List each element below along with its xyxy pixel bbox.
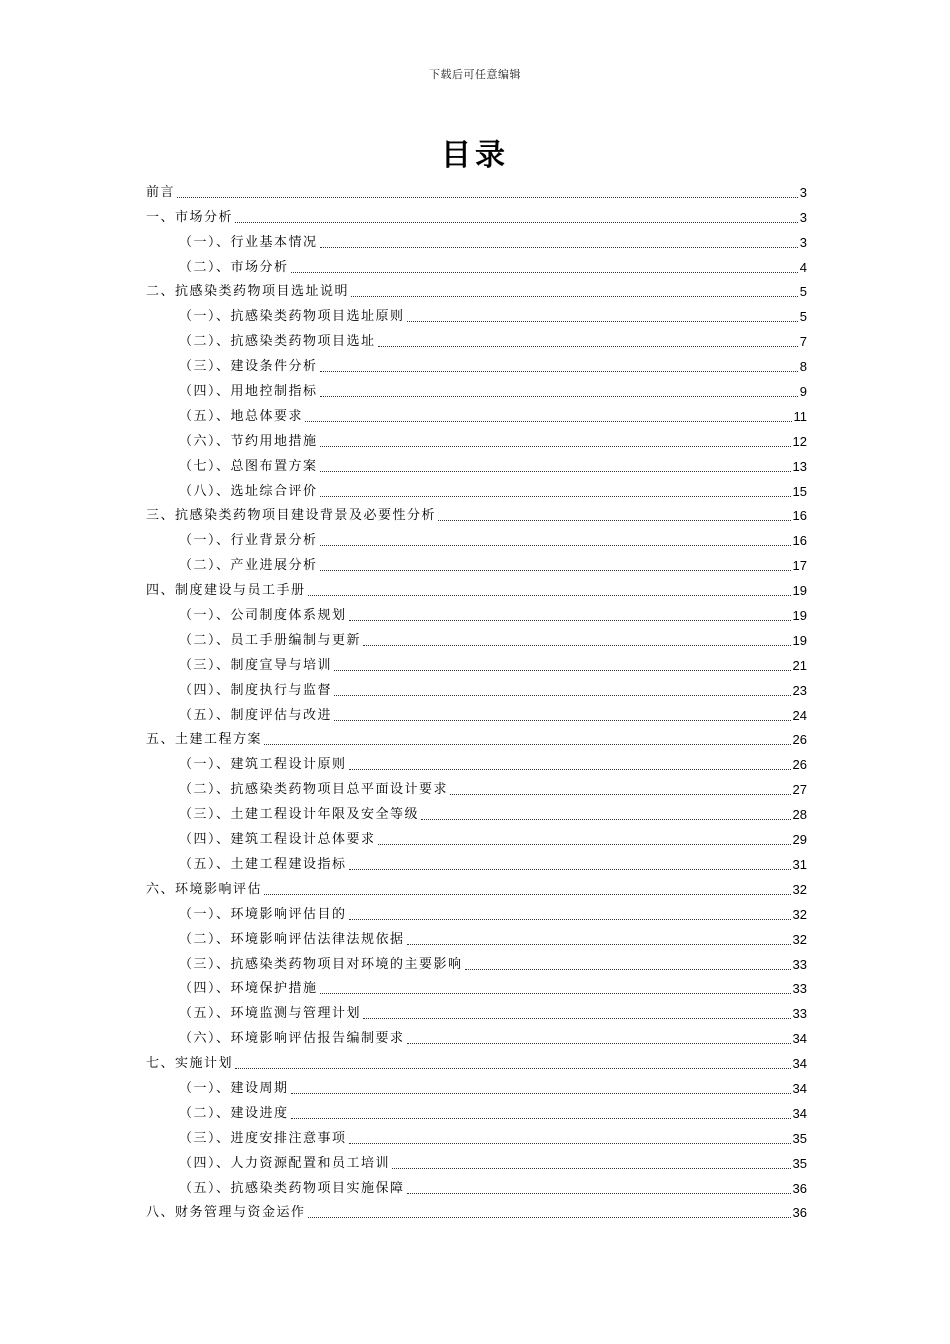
toc-entry[interactable] [146,1197,807,1222]
toc-entry-label: （三）、抗感染类药物项目对环境的主要影响 [179,956,463,972]
toc-entry[interactable] [146,251,807,276]
toc-entry-label: （二）、产业进展分析 [179,558,318,574]
toc-entry[interactable] [146,400,807,425]
toc-entry-label: 八、财务管理与资金运作 [146,1205,306,1221]
toc-entry-page-number: 3 [799,209,807,225]
toc-dot-leader [320,396,798,397]
toc-entry-label: 二、抗感染类药物项目选址说明 [146,284,350,300]
toc-entry-page-number: 15 [792,483,807,499]
toc-entry-label: （四）、环境保护措施 [179,981,318,997]
toc-dot-leader [363,1018,791,1019]
toc-entry[interactable] [146,773,807,798]
toc-entry-page-number: 3 [799,234,807,250]
toc-entry-page-number: 35 [792,1155,807,1171]
toc-dot-leader [264,894,791,895]
toc-entry-page-number: 35 [792,1130,807,1146]
toc-entry-page-number: 32 [792,931,807,947]
toc-dot-leader [320,993,791,994]
toc-entry-label: （五）、土建工程建设指标 [179,856,347,872]
toc-entry-page-number: 4 [799,259,807,275]
toc-entry-label: （四）、用地控制指标 [179,384,318,400]
toc-entry[interactable] [146,823,807,848]
toc-dot-leader [320,247,798,248]
toc-entry-page-number: 19 [792,608,807,624]
toc-entry-page-number: 34 [792,1031,807,1047]
toc-dot-leader [407,1193,791,1194]
toc-dot-leader [308,595,791,596]
toc-dot-leader [308,1217,791,1218]
toc-entry[interactable] [146,176,807,201]
toc-entry-label: （五）、制度评估与改进 [179,707,333,723]
toc-entry-page-number: 8 [799,359,807,375]
toc-entry[interactable] [146,450,807,475]
toc-entry[interactable] [146,276,807,301]
toc-dot-leader [320,371,798,372]
toc-entry[interactable] [146,948,807,973]
toc-dot-leader [320,570,791,571]
toc-dot-leader [438,520,791,521]
toc-dot-leader [334,720,791,721]
toc-entry-page-number: 7 [799,334,807,350]
toc-entry[interactable] [146,500,807,525]
toc-entry-label: （一）、行业背景分析 [179,533,318,549]
toc-entry-page-number: 26 [792,732,807,748]
toc-entry-page-number: 27 [792,782,807,798]
toc-entry[interactable] [146,1172,807,1197]
toc-entry[interactable] [146,226,807,251]
toc-entry[interactable] [146,1122,807,1147]
toc-entry[interactable] [146,873,807,898]
toc-entry-label: （二）、员工手册编制与更新 [179,632,362,648]
toc-entry-label: 三、抗感染类药物项目建设背景及必要性分析 [146,508,437,524]
toc-dot-leader [235,1068,791,1069]
toc-entry-label: 五、土建工程方案 [146,732,263,748]
toc-dot-leader [349,620,791,621]
toc-entry[interactable] [146,674,807,699]
toc-entry-label: （六）、节约用地措施 [179,433,318,449]
toc-entry-page-number: 33 [792,1006,807,1022]
toc-dot-leader [407,944,791,945]
toc-entry-label: （一）、公司制度体系规划 [179,608,347,624]
toc-dot-leader [407,321,798,322]
toc-entry-label: （一）、建设周期 [179,1080,289,1096]
toc-entry[interactable] [146,425,807,450]
toc-entry[interactable] [146,624,807,649]
toc-entry-page-number: 34 [792,1105,807,1121]
toc-entry-page-number: 32 [792,881,807,897]
toc-entry-label: （一）、抗感染类药物项目选址原则 [179,309,405,325]
toc-entry[interactable] [146,325,807,350]
toc-entry-label: （五）、抗感染类药物项目实施保障 [179,1180,405,1196]
toc-entry[interactable] [146,798,807,823]
toc-entry[interactable] [146,1047,807,1072]
toc-entry[interactable] [146,1097,807,1122]
toc-entry[interactable] [146,574,807,599]
toc-entry-label: （四）、人力资源配置和员工培训 [179,1155,391,1171]
toc-entry[interactable] [146,1147,807,1172]
toc-entry[interactable] [146,375,807,400]
toc-entry-page-number: 5 [799,284,807,300]
toc-entry-page-number: 28 [792,807,807,823]
toc-entry-page-number: 33 [792,981,807,997]
toc-entry[interactable] [146,599,807,624]
toc-entry-label: （五）、环境监测与管理计划 [179,1006,362,1022]
toc-entry-page-number: 31 [792,856,807,872]
toc-entry[interactable] [146,350,807,375]
toc-dot-leader [378,844,791,845]
toc-dot-leader [421,819,791,820]
toc-entry-page-number: 12 [792,433,807,449]
toc-entry-label: （二）、市场分析 [179,259,289,275]
toc-entry[interactable] [146,475,807,500]
toc-entry-label: （七）、总图布置方案 [179,458,318,474]
toc-entry-label: （一）、行业基本情况 [179,234,318,250]
toc-entry-page-number: 11 [793,408,807,424]
toc-entry-page-number: 36 [792,1205,807,1221]
toc-entry-page-number: 21 [792,657,807,673]
toc-entry-label: （一）、建筑工程设计原则 [179,757,347,773]
toc-dot-leader [320,545,791,546]
toc-entry-page-number: 16 [792,508,807,524]
toc-dot-leader [320,471,791,472]
toc-entry[interactable] [146,201,807,226]
toc-entry-page-number: 32 [792,906,807,922]
toc-entry-label: （三）、土建工程设计年限及安全等级 [179,807,420,823]
toc-entry-page-number: 17 [792,558,807,574]
toc-dot-leader [349,1143,791,1144]
toc-entry-page-number: 23 [792,682,807,698]
toc-entry[interactable] [146,524,807,549]
toc-dot-leader [291,1093,791,1094]
toc-dot-leader [291,1118,791,1119]
toc-entry-label: （六）、环境影响评估报告编制要求 [179,1031,405,1047]
toc-entry-page-number: 19 [792,632,807,648]
toc-entry-page-number: 13 [792,458,807,474]
toc-entry[interactable] [146,898,807,923]
toc-entry[interactable] [146,997,807,1022]
toc-dot-leader [320,446,791,447]
toc-entry[interactable] [146,300,807,325]
toc-entry[interactable] [146,848,807,873]
toc-dot-leader [291,272,798,273]
toc-dot-leader [349,769,791,770]
toc-entry-label: （四）、制度执行与监督 [179,682,333,698]
toc-entry-label: （四）、建筑工程设计总体要求 [179,832,376,848]
toc-entry-label: 四、制度建设与员工手册 [146,583,306,599]
toc-dot-leader [349,869,791,870]
toc-entry-page-number: 34 [792,1056,807,1072]
toc-entry-page-number: 9 [799,384,807,400]
toc-dot-leader [320,496,791,497]
toc-dot-leader [264,744,791,745]
toc-entry-label: （二）、环境影响评估法律法规依据 [179,931,405,947]
toc-dot-leader [407,1043,791,1044]
toc-entry-page-number: 29 [792,832,807,848]
toc-entry-label: （三）、建设条件分析 [179,359,318,375]
toc-entry[interactable] [146,724,807,749]
toc-entry-page-number: 36 [792,1180,807,1196]
toc-entry[interactable] [146,1072,807,1097]
page-header: 下载后可任意编辑 [429,68,521,81]
toc-entry[interactable] [146,649,807,674]
toc-entry-label: （八）、选址综合评价 [179,483,318,499]
toc-entry-label: 前言 [146,184,176,200]
toc-dot-leader [334,670,791,671]
toc-dot-leader [392,1168,791,1169]
toc-dot-leader [363,645,791,646]
toc-entry-page-number: 5 [799,309,807,325]
toc-dot-leader [305,421,791,422]
toc-dot-leader [450,794,791,795]
toc-dot-leader [177,197,798,198]
toc-entry-page-number: 34 [792,1080,807,1096]
toc-entry[interactable] [146,923,807,948]
toc-entry-label: （二）、抗感染类药物项目总平面设计要求 [179,782,449,798]
toc-entry-label: 六、环境影响评估 [146,881,263,897]
toc-entry-page-number: 16 [792,533,807,549]
toc-entry-page-number: 3 [799,184,807,200]
toc-entry-label: （一）、环境影响评估目的 [179,906,347,922]
toc-entry-label: （五）、地总体要求 [179,408,304,424]
toc-entry-page-number: 26 [792,757,807,773]
toc-dot-leader [334,695,791,696]
toc-dot-leader [351,296,798,297]
toc-list [146,176,807,1221]
toc-entry[interactable] [146,699,807,724]
toc-entry[interactable] [146,549,807,574]
toc-entry-page-number: 19 [792,583,807,599]
toc-entry[interactable] [146,973,807,998]
toc-entry-label: （三）、制度宣导与培训 [179,657,333,673]
toc-entry[interactable] [146,748,807,773]
toc-entry-label: 一、市场分析 [146,209,234,225]
toc-entry-label: （三）、进度安排注意事项 [179,1130,347,1146]
toc-entry-label: 七、实施计划 [146,1056,234,1072]
toc-entry-page-number: 33 [792,956,807,972]
toc-dot-leader [465,969,791,970]
toc-entry-page-number: 24 [792,707,807,723]
toc-dot-leader [235,222,798,223]
toc-entry-label: （二）、抗感染类药物项目选址 [179,334,376,350]
toc-dot-leader [378,346,798,347]
toc-title: 目录 [441,138,509,173]
toc-entry-label: （二）、建设进度 [179,1105,289,1121]
toc-dot-leader [349,919,791,920]
toc-entry[interactable] [146,1022,807,1047]
